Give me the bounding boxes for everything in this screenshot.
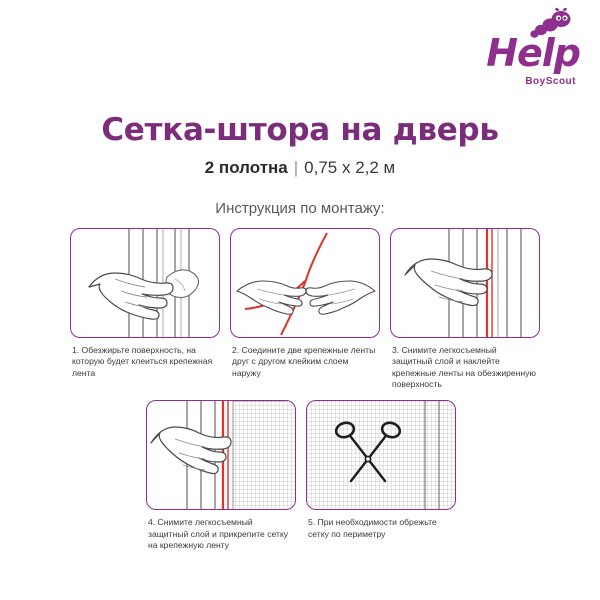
brand-name: Help: [486, 31, 580, 75]
step-4: [146, 400, 296, 551]
step-2-caption: 2. Соедините две крепежные ленты друг с другом клейким слоем наружу: [232, 345, 376, 378]
step-4-caption: 4. Снимите легкосъемный защитный слой и прикрепите сетку на крепежную ленту: [148, 517, 289, 551]
step-1-illustration: [70, 228, 220, 338]
step-5-caption: 5. При необходимости обрежьте сетку по периметру: [308, 517, 437, 539]
step-3-caption: 3. Снимите легкосъемный защитный слой и наклейте крепежные ленты на обезжиренную поверхность: [392, 345, 536, 390]
step-5-illustration: [306, 400, 456, 510]
product-specs: [0, 158, 600, 178]
brand-logo: [452, 8, 582, 94]
brand-subname: BoyScout: [525, 76, 576, 87]
steps-row-2: [146, 400, 540, 551]
page-title: Сетка-штора на дверь: [101, 112, 499, 148]
instruction-heading: Инструкция по монтажу:: [215, 200, 385, 217]
step-2: [230, 228, 380, 390]
panels-count: 2 полотна: [204, 158, 288, 177]
step-1: [70, 228, 220, 390]
spec-separator: |: [293, 158, 299, 177]
dimensions: 0,75 х 2,2 м: [304, 158, 396, 177]
steps-row-1: [70, 228, 540, 390]
step-2-illustration: [230, 228, 380, 338]
steps-container: [70, 228, 540, 551]
step-1-caption: 1. Обезжирьте поверхность, на которую будет клеиться крепежная лента: [72, 345, 213, 378]
step-3: [390, 228, 540, 390]
step-3-illustration: [390, 228, 540, 338]
step-4-illustration: [146, 400, 296, 510]
step-5: [306, 400, 456, 551]
